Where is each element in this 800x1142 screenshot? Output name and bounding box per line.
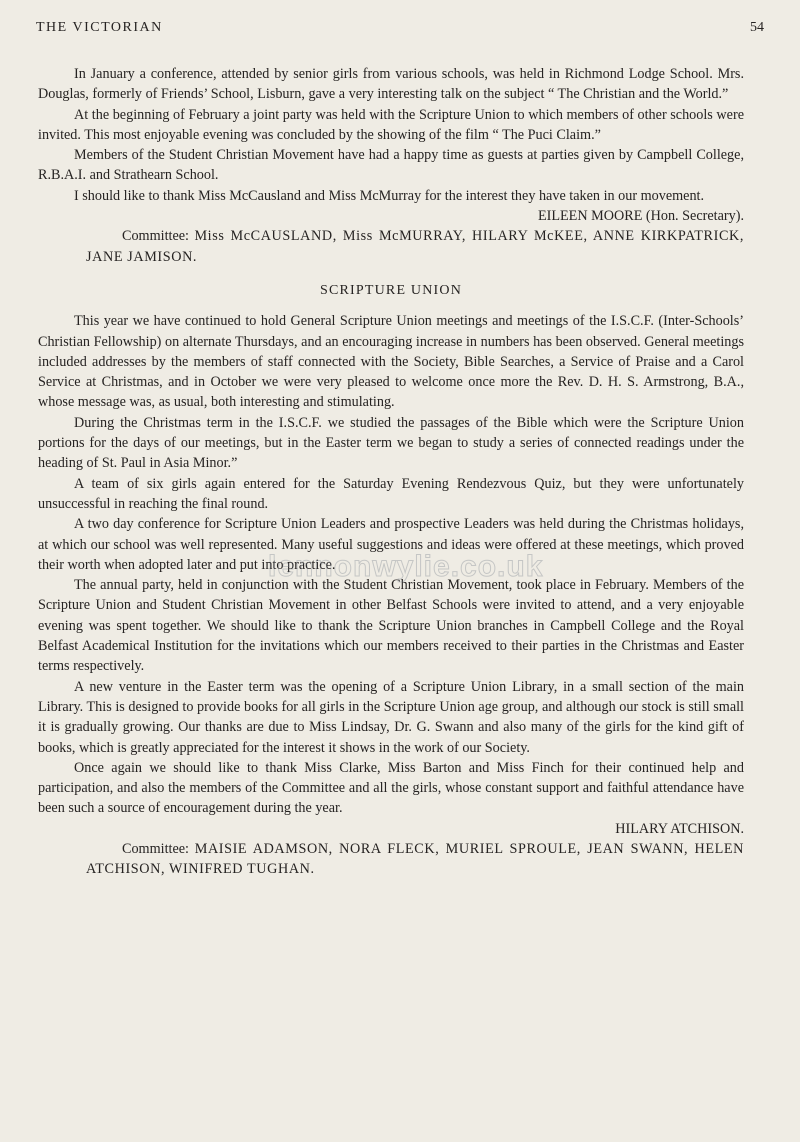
scm-paragraph-3: Members of the Student Christian Movement have had a happy time as guests at parties given by Campbell College, R.B.A.I. and Strathearn School. — [38, 147, 744, 184]
watermark: lennonwylie.co.uk — [268, 550, 544, 583]
scripture-union-report — [38, 281, 744, 880]
su-paragraph-7: Once again we should like to thank Miss Clarke, Miss Barton and Miss Finch for their continued help and participation, and also the members of the Committee and all the girls, whose constant support and faithful attendance have been such a source of encouragement during the year. — [38, 759, 744, 817]
su-paragraph-5: The annual party, held in conjunction with the Student Christian Movement, took place in February. Members of the Scripture Union and Student Christian Movement in other Belfast Schools were invited to attend, and a very enjoyable evening was spent together. We should like to thank the Scripture Union branches in Campbell College and the Royal Belfast Academical Institution for the invitations which our members received to their parties in the Christmas and Easter terms respectively. — [38, 577, 744, 675]
su-paragraph-4: A two day conference for Scripture Union Leaders and prospective Leaders was held during the Christmas holidays, at which our school was well represented. Many useful suggestions and ideas were offered at these meetings, which proved their worth when adopted later and put into practice. — [38, 516, 744, 573]
scm-committee-label: Committee: — [122, 228, 189, 245]
scm-committee — [38, 226, 744, 267]
page-header — [36, 20, 764, 42]
su-committee-names: MAISIE ADAMSON, NORA FLECK, MURIEL SPROULE, JEAN SWANN, HELEN ATCHISON, WINIFRED TUGHAN. — [86, 840, 745, 878]
section-heading: SCRIPTURE UNION — [319, 282, 463, 298]
scm-signature: EILEEN MOORE (Hon. Secretary). — [537, 208, 744, 225]
scm-committee-names: Miss McCAUSLAND, Miss McMURRAY, HILARY McKEE, ANNE KIRKPATRICK, JANE JAMISON. — [86, 228, 745, 265]
su-paragraph-6: A new venture in the Easter term was the opening of a Scripture Union Library, in a small section of the main Library. This is designed to provide books for all girls in the Scripture Union age group, and although our stock is still small it is gradually growing. Our thanks are due to Miss Lindsay, Dr. G. Swann and also many of the girls for the kind gift of books, which is greatly appreciated for the interest it shows in the work of our Society. — [38, 678, 744, 756]
su-paragraph-3: A team of six girls again entered for the Saturday Evening Rendezvous Quiz, but they were unfortunately unsuccessful in reaching the final round. — [38, 475, 744, 512]
su-committee-label: Committee: — [122, 840, 189, 857]
su-paragraph-2: During the Christmas term in the I.S.C.F. we studied the passages of the Bible which were the Scripture Union portions for the days of our meetings, but in the Easter term we began to study a series of connected readings under the heading of St. Paul in Asia Minor.” — [38, 414, 744, 472]
running-title: THE VICTORIAN — [36, 20, 163, 35]
page-number: 54 — [750, 20, 764, 35]
su-committee — [38, 839, 744, 880]
su-signature: HILARY ATCHISON. — [615, 820, 744, 837]
scm-paragraph-4: I should like to thank Miss McCausland and Miss McMurray for the interest they have taken in our movement. — [74, 187, 705, 204]
scm-paragraph-1: In January a conference, attended by senior girls from various schools, was held in Richmond Lodge School. Mrs. Douglas, formerly of Friends’ School, Lisburn, gave a very interesting talk on the subject “ The Christian and the World.” — [38, 66, 744, 103]
scm-paragraph-2: At the beginning of February a joint party was held with the Scripture Union to which members of other schools were invited. This most enjoyable evening was concluded by the showing of the film “ The Puci Claim.” — [38, 106, 744, 143]
su-paragraph-1: This year we have continued to hold General Scripture Union meetings and meetings of the I.S.C.F. (Inter-Schools’ Christian Fellowship) on alternate Thursdays, and an encouraging increase in numbers has been observed. General meetings included addresses by the members of staff connected with the Society, Bible Searches, a Service of Praise and a Carol Service at Christmas, and in October we were very pleased to welcome once more the Rev. D. H. S. Armstrong, B.A., whose message was, as usual, both interesting and stimulating. — [38, 313, 744, 411]
scm-report — [38, 64, 744, 267]
page-body — [38, 64, 744, 880]
